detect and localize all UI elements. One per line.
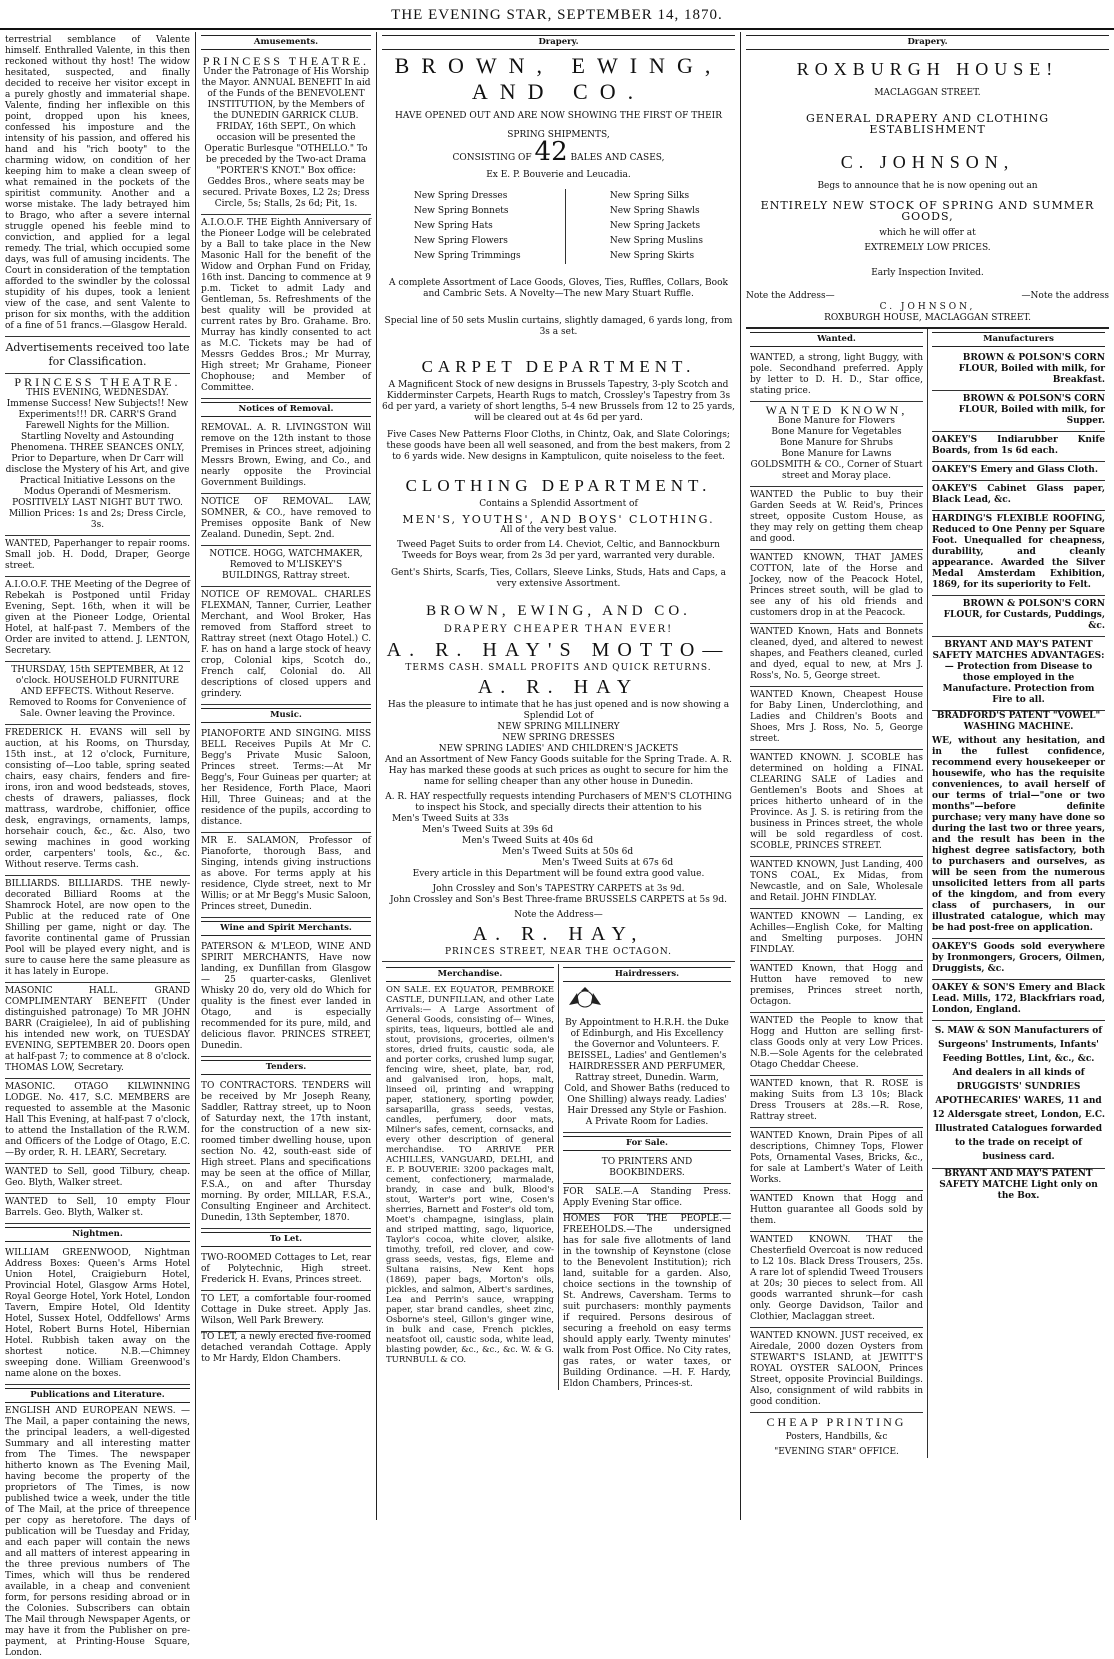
column-1 (0, 32, 195, 1658)
maclaggan: MACLAGGAN STREET. (874, 88, 981, 98)
royal-crest-icon (563, 987, 607, 1009)
johnson-addr-2: ROXBURGH HOUSE, MACLAGGAN STREET. (746, 313, 1109, 329)
ad-bone-manure (750, 402, 923, 487)
ad-hogg-watchmaker: NOTICE. HOGG, WATCHMAKER, Removed to M'LISKEY'S BUILDINGS, Rattray street. (201, 546, 371, 587)
bec2-title: BROWN, EWING, AND CO. (426, 603, 691, 619)
ad-title: PRINCESS THEATRE. (14, 375, 181, 389)
ad-wanted-paperhanger: WANTED, Paperhanger to repair rooms. Small job. H. Dodd, Draper, George street. (5, 536, 190, 577)
spring-list-right (610, 189, 703, 264)
manure-sig: GOLDSMITH & CO., Corner of Stuart street and Moray place. (750, 460, 923, 481)
section-wine: Wine and Spirit Merchants. (201, 921, 371, 936)
suit-item: Men's Tweed Suits at 33s (392, 814, 509, 824)
johnson-name: C. JOHNSON, (840, 152, 1015, 172)
extreme-text: EXTREMELY LOW PRICES. (864, 243, 991, 253)
early-text: Early Inspection Invited. (871, 268, 984, 278)
ad-bradford: BRADFORD'S PATENT "VOWEL" WASHING MACHINE. (936, 711, 1101, 732)
hay-list-1: NEW SPRING MILLINERY (497, 722, 620, 732)
ad-flour-barrels: WANTED to Sell, 10 empty Flour Barrels. Geo. Blyth, Walker st. (5, 1194, 190, 1224)
section-removal: Notices of Removal. (201, 402, 371, 417)
ad-brown-polson-2: BROWN & POLSON'S CORN FLOUR, Boiled with milk, for Supper. (932, 391, 1105, 432)
ad-to-let-2: TO LET, a comfortable four-roomed Cottage in Duke street. Apply Jas. Wilson, Well Park Brewery. (201, 1291, 371, 1332)
ad-coal: WANTED KNOWN, Just Landing, 400 TONS COAL, Ex Midas, from Newcastle, and on Sale, Wholesale and Retail. JOHN FINDLAY. (750, 857, 923, 909)
note-address: Note the Address— (514, 910, 603, 920)
suit-item: Men's Tweed Suits at 40s 6d (462, 836, 594, 846)
list-divider (565, 189, 566, 264)
ad-bryant-may-2: BRYANT AND MAY'S PATENT SAFETY MATCHE Light only on the Box. (939, 1169, 1098, 1201)
manure-item: Bone Manure for Lawns (781, 449, 892, 459)
section-for-sale: For Sale. (563, 1136, 731, 1151)
column-2 (196, 32, 376, 1520)
crossley-2: John Crossley and Son's Best Three-frame BRUSSELS CARPETS at 5s 9d. (389, 895, 728, 905)
ad-oakey-knife: OAKEY'S Indiarubber Knife Boards, from 1s 6d each. (932, 432, 1105, 462)
merch-column (382, 964, 558, 1390)
ad-law-somner: NOTICE OF REMOVAL. LAW, SOMNER, & CO., have removed to Premises opposite Bank of New Zealand. Dunedin, Sept. 2nd. (201, 494, 371, 546)
ad-standing-press: FOR SALE.—A Standing Press. Apply Evening Star office. (563, 1184, 731, 1214)
ad-rose: WANTED known, that R. ROSE is making Suits from L3 10s; Black Dress Trousers at 28s.—R. Rose, Rattray street. (750, 1076, 923, 1128)
list-item: New Spring Hats (414, 221, 493, 231)
suit-item: Men's Tweed Suits at 39s 6d (422, 825, 554, 835)
spring-lists (382, 181, 735, 272)
brown-ewing-title: BROWN, EWING, AND CO. (394, 53, 723, 104)
list-item: New Spring Muslins (609, 236, 703, 246)
hay-terms: TERMS CASH. SMALL PROFITS AND QUICK RETURNS. (405, 663, 712, 673)
section-publications: Publications and Literature. (5, 1388, 190, 1403)
manure-item: Bone Manure for Shrubs (779, 438, 894, 448)
extra-value: Every article in this Department will be found extra good value. (412, 869, 705, 879)
carpet-text: A Magnificent Stock of new designs in Brussels Tapestry, 3-ply Scotch and Kidderminster Carpets, Hearth Rugs to match, Crossley's Tapestry from 3s 6d per yard, a variety of short lengths, 5-4 new Brussels from 12 to 25 yards, will be cleared out at 4s 6d per yard. (382, 380, 735, 423)
suit-item: Men's Tweed Suits at 67s 6d (542, 858, 674, 868)
ad-james-cotton: WANTED KNOWN, THAT JAMES COTTON, late of the Horse and Jockey, now of the Peacock Hotel, Princes street south, will be glad to see any of his old friends and customers drop in at the Peacock. (750, 550, 923, 624)
ad-garden-seeds: WANTED the Public to buy their Garden Seeds at W. Reid's, Princes street, opposite Custom House, as they may rely on getting them cheap and good. (750, 487, 923, 550)
clothing-sub: Contains a Splendid Assortment of (479, 499, 638, 509)
carpet-title: CARPET DEPARTMENT. (421, 357, 696, 376)
section-hairdressers: Hairdressers. (563, 967, 731, 982)
ad-title: WANTED KNOWN, (765, 403, 908, 417)
hay-fancy: And an Assortment of New Fancy Goods suitable for the Spring Trade. A. R. Hay has marked these goods at such prices as ought to secure for him the name for selling cheaper than any other house in Dunedin. (384, 755, 733, 787)
section-drapery: Drapery. (382, 35, 735, 50)
list-item: New Spring Flowers (414, 236, 508, 246)
bec-consisting: CONSISTING OF (452, 153, 532, 163)
column-4 (741, 32, 1114, 1520)
ad-drain-pipes: WANTED Known, Drain Pipes of all descriptions, Chimney Tops, Flower Pots, Ornamental Vases, Bricks, &c., for sale at Lambert's Water of Leith Works. (750, 1128, 923, 1191)
clothing-caps: MEN'S, YOUTHS', AND BOYS' CLOTHING. (402, 513, 715, 526)
begs-text: Begs to announce that he is now opening out an (817, 181, 1038, 191)
hair-column (558, 964, 735, 1390)
clothing-title: CLOTHING DEPARTMENT. (405, 476, 712, 495)
bec-opening: HAVE OPENED OUT AND ARE NOW SHOWING THE FIRST OF THEIR (395, 111, 722, 121)
section-to-let: To Let. (201, 1232, 371, 1247)
lace-goods: A complete Assortment of Lace Goods, Gloves, Ties, Ruffles, Collars, Book and Cambric Sets. A Novelty—The new Mary Stuart Ruffle. (389, 278, 728, 299)
ad-brown-polson-1: BROWN & POLSON'S CORN FLOUR, Boiled with milk, for Breakfast. (932, 350, 1105, 391)
section-manufacturers: Manufacturers (932, 332, 1105, 347)
wanted-mfr-split (746, 329, 1109, 1458)
section-tenders: Tenders. (201, 1060, 371, 1075)
ad-paterson: PATERSON & M'LEOD, WINE AND SPIRIT MERCHANTS, Have now landing, ex Dunfillan from Glasgow— 25 quarter-casks, Glenlivet Whisky 20 do, very old do Which for quality is the finest ever landed in Otago, and is especially recommended for its pure, mild, and delicious flavor. PRINCES STREET, Dunedin. (201, 939, 371, 1057)
ad-printers: TO PRINTERS AND BOOKBINDERS. (563, 1154, 731, 1184)
ad-buggy: WANTED, a strong, light Buggy, with pole. Secondhand preferred. Apply by letter to D. H. D., Star office, stating price. (750, 350, 923, 402)
ad-text: THIS EVENING, WEDNESDAY. Immense Success! New Subjects!! New Experiments!!! DR. CARR'S Grand Farewell Nights for the Million. Startling Novelty and Astounding Phenomena. THREE SEANCES ONLY, Prior to Departure, when Dr Carr will disclose the Mystery of his Art, and give Practical Initiative Lessons on the Modus Operandi of Mesmerism. POSITIVELY LAST NIGHT BUT TWO. Million Prices: 1s and 2s; Dress Circle, 3s. (5, 388, 190, 530)
ad-bryant-may-1: BRYANT AND MAY'S PATENT SAFETY MATCHES ADVANTAGES:— Protection from Disease to those employed in the Manufacture. Protection from Fire to all. (932, 637, 1105, 711)
bec2-sub: DRAPERY CHEAPER THAN EVER! (443, 624, 674, 635)
suit-item: Men's Tweed Suits at 50s 6d (502, 847, 634, 857)
floorcloth-text: Five Cases New Patterns Floor Cloths, in Chintz, Oak, and Slate Colorings; these goods have been all well seasoned, and from the best makers, from 2 to 6 yards wide. New designs in Kamptulicon, quite noiseless to the feet. (386, 430, 731, 462)
list-item: New Spring Dresses (414, 191, 508, 201)
section-drapery-2: Drapery. (746, 35, 1109, 50)
section-amusements: Amusements. (201, 35, 371, 50)
ad-harding-roofing: HARDING'S FLEXIBLE ROOFING, Reduced to One Penny per Square Foot. Unequalled for cheapness, durability, and cleanly appearance. Awarded the Silver Medal Amsterdam Exhibition, 1869, for its superiority to Felt. (932, 511, 1105, 596)
note-row (746, 291, 1109, 302)
ad-homes: HOMES FOR THE PEOPLE.—FREEHOLDS.—The undersigned has for sale five allotments of land in the township of Keynstone (close to the Benevolent Institution); rich land, suitable for a garden. Also, choice sections in the township of St. Andrews, Caversham. Terms to suit purchasers: monthly payments if required. Persons desirous of securing a freehold on easy terms should apply early. Twenty minutes' walk from Post Office. No City rates, gas rates, or water taxes, or Building Ordinance. —H. F. Hardy, Eldon Chambers, Princes-st. (563, 1214, 731, 1389)
ad-oakey-emery: OAKEY'S Emery and Glass Cloth. (932, 462, 1105, 481)
ad-title: PRINCESS THEATRE. (202, 54, 370, 68)
ad-thursday-sale: THURSDAY, 15th SEPTEMBER, At 12 o'clock. HOUSEHOLD FURNITURE AND EFFECTS. Without Reserve. Removed to Rooms for Convenience of Sale. Owner leaving the Province. (5, 662, 190, 725)
posters: Posters, Handbills, &c (785, 1432, 888, 1442)
ad-masonic-hall: MASONIC HALL. GRAND COMPLIMENTARY BENEFIT (Under distinguished patronage) To MR JOHN BARR (Craigielee), In aid of publishing his intended new work, on TUESDAY EVENING, SEPTEMBER 20. Doors open at half-past 7; to commence at 8 o'clock. THOMAS LOW, Secretary. (5, 983, 190, 1079)
ad-tilbury: WANTED to Sell, good Tilbury, cheap. Geo. Blyth, Walker street. (5, 1164, 190, 1194)
ad-hogg-hutton-3: WANTED Known that Hogg and Hutton guarantee all Goods sold by them. (750, 1191, 923, 1232)
ad-hats-bonnets: WANTED Known, Hats and Bonnets cleaned, dyed, and altered to newest shapes, and Feathers cleaned, curled and dyed, equal to new, at Mrs J. Ross's, No. 5, George street. (750, 624, 923, 687)
ad-flexman: NOTICE OF REMOVAL. CHARLES FLEXMAN, Tanner, Currier, Leather Merchant, and Wool Broker, Has removed from Stafford street to Rattray street (next Otago Hotel.) C. F. has on hand a large stock of heavy crop, Colonial kips, Scotch do., French calf, Colonial do. All descriptions of closed uppers and grindery. (201, 587, 371, 705)
ad-salamon: MR E. SALAMON, Professor of Pianoforte, thorough Bass, and Singing, intends giving instructions as above. For terms apply at his residence, Clyde street, next to Mr Willis; or at Mr Begg's Music Saloon, Princes street, Dunedin. (201, 833, 371, 918)
section-music: Music. (201, 708, 371, 723)
ad-oakey-goods: OAKEY'S Goods sold everywhere by Ironmongers, Grocers, Oilmen, Druggists, &c. (932, 939, 1105, 980)
ad-brown-polson-3: BROWN & POLSON'S CORN FLOUR, for Custards, Puddings, &c. (932, 596, 1105, 637)
hay-list-3: NEW SPRING LADIES' AND CHILDREN'S JACKETS (438, 744, 679, 754)
ad-to-let-3: TO LET, a newly erected five-roomed detached verandah Cottage. Apply to Mr Hardy, Eldon Chambers. (201, 1332, 371, 1364)
evening-star-office: "EVENING STAR" OFFICE. (774, 1447, 899, 1457)
ad-english-news: ENGLISH AND EUROPEAN NEWS. —The Mail, a paper containing the news, the principal leaders, a well-digested Summary and all interesting matter from The Times. The newspaper hitherto known as The Evening Mail, having become the property of the proprietors of The Times, is now published twice a week, under the title of The Mail, at the price of threepence per copy as heretofore. The days of publication will be Tuesday and Friday, and each paper will contain the news and all matters of interest appearing in the three previous numbers of The Times, which will thus be rendered available, in a cheap and convenient form, for persons residing abroad or in the Colonies. Subscribers can obtain The Mail through Newspaper Agents, or may have it from the Publisher on pre-payment, at Printing-House Square, London. (5, 1406, 190, 1658)
column-3 (377, 32, 740, 1520)
hay-list-2: NEW SPRING DRESSES (502, 733, 615, 743)
manure-item: Bone Manure for Flowers (777, 416, 896, 426)
hay-name: A. R. HAY (477, 676, 640, 698)
hay-respect: A. R. HAY respectfully requests intending Purchasers of MEN'S CLOTHING to inspect his Stock, and specially directs their attention to his (385, 792, 732, 813)
ad-we-recommend: WE, without any hesitation, and in the fullest confidence, recommend every housekeeper or housewife, who has the requisite conveniences, to avail herself of our terms of trial—"one or two months"—before definite purchase; very many have done so during the last two or three years, and the result has been in the highest degree satisfactory, both to purchasers and ourselves, as will be seen from the numerous unsolicited letters from all parts of the kingdom, and from every class of purchasers, in our illustrated catalogue, which may be had post-free on application. (932, 733, 1105, 939)
ad-scoble: WANTED KNOWN. J. SCOBLE has determined on holding a FINAL CLEARING SALE of Ladies and Gentlemen's Boots and Shoes at prices hitherto unheard of in the Province. As J. S. is retiring from the business in Princes street, the whole will be sold regardless of cost. SCOBLE, PRINCES STREET. (750, 750, 923, 857)
hay-address: PRINCES STREET, NEAR THE OCTAGON. (382, 947, 735, 962)
shirts-text: Gent's Shirts, Scarfs, Ties, Collars, Sleeve Links, Studs, Hats and Caps, a very extensive Assortment. (390, 568, 727, 589)
ad-miss-bell: PIANOFORTE AND SINGING. MISS BELL Receives Pupils At Mr C. Begg's Private Music Saloon, Princes street. Terms:—At Mr Begg's, Four Guineas per quarter; at her Residence, Forth Place, Maori Hill, Three Guineas; and at the residence of the pupils, according to distance. (201, 726, 371, 833)
list-item: New Spring Jackets (609, 221, 701, 231)
manure-item: Bone Manure for Vegetables (771, 427, 902, 437)
ad-billiards: BILLIARDS. BILLIARDS. THE newly-decorated Billiard Rooms at the Shamrock Hotel, are now open to the Public at the reduced rate of One Shilling per game, night or day. The favorite continental game of Prussian Pool will be played every night, and is sure to cause here the same pleasure as it has lately in Europe. (5, 876, 190, 983)
ad-hogg-hutton-2: WANTED the People to know that Hogg and Hutton are selling first-class Goods only at very Low Prices. N.B.—Sole Agents for the celebrated Otago Cheddar Cheese. (750, 1013, 923, 1076)
hay-text: Has the pleasure to intimate that he has just opened and is now showing a Splendid Lot of (387, 700, 730, 721)
ad-chesterfield: WANTED KNOWN. THAT the Chesterfield Overcoat is now reduced to L2 10s. Black Dress Trousers, 25s. A rare lot of splendid Tweed Trousers at 20s; 30 pieces to select from. All goods warranted shrunk—for cash only. George Davidson, Tailor and Clothier, Maclaggan street. (750, 1232, 923, 1328)
ad-evans-auction: FREDERICK H. EVANS will sell by auction, at his Rooms, on Thursday, 15th inst., at 12 o'clock, Furniture, consisting of—Loo table, spring seated chairs, easy chairs, fenders and fire-irons, iron and wood bedsteads, stoves, chests of drawers, paliasses, flock mattrass, wardrobe, chiffonier, office desk, engravings, ornaments, lamps, horsehair couch, &c., &c. Also, two sewing machines in good working order, carpenters' tools, &c., &c. Without reserve. Terms cash. (5, 725, 190, 876)
late-ads-heading: Advertisements received too late for Classification. (5, 337, 190, 374)
list-item: New Spring Bonnets (414, 206, 509, 216)
ad-coke: WANTED KNOWN — Landing, ex Achilles—English Coke, for Malting and Smelting purposes. JOHN FINDLAY. (750, 909, 923, 961)
ad-kilwinning-lodge: MASONIC. OTAGO KILWINNING LODGE. No. 417, S.C. MEMBERS are requested to assemble at the Masonic Hall This Evening, at half-past 7 o'clock, to attend the Installation of the R.W.M. and Officers of the Lodge of Otago, E.C.—By order, R. H. LEARY, Secretary. (5, 1079, 190, 1164)
crossley-1: John Crossley and Son's TAPESTRY CARPETS at 3s 9d. (432, 884, 685, 894)
ad-tenders: TO CONTRACTORS. TENDERS will be received by Mr Joseph Reany, Saddler, Rattray street, up to Noon of Saturday next, the 17th instant, for the construction of a new six-roomed timber dwelling house, upon section No. 42, south-east side of High street. Plans and specifications may be seen at the office of Millar, F.S.A., on and after Thursday morning. By order, MILLAR, F.S.A., Consulting Engineer and Architect. Dunedin, 13th September, 1870. (201, 1078, 371, 1229)
ad-text: Under the Patronage of His Worship the Mayor. ANNUAL BENEFIT In aid of the Funds of the BENEVOLENT INSTITUTION, by the Members of the DUNEDIN GARRICK CLUB. FRIDAY, 16th SEPT., On which occasion will be presented the Operatic Burlesque "OTHELLO." To be preceded by the Two-act Drama "PORTER'S KNOT." Box office: Geddes Bros., where seats may be secured. Private Boxes, L2 2s; Dress Circle, 5s; Stalls, 2s 6d; Pit, 1s. (201, 67, 371, 209)
cheap-printing: CHEAP PRINTING (766, 1415, 907, 1429)
ad-to-let-1: TWO-ROOMED Cottages to Let, rear of Polytechnic, High street. Frederick H. Evans, Princes street. (201, 1250, 371, 1291)
bec-bales: BALES AND CASES, (570, 153, 665, 163)
ad-aioof-rebekah: A.I.O.O.F. THE Meeting of the Degree of Rebekah is Postponed until Friday Evening, Sept. 16th, when it will be given at the Pioneer Lodge, Oriental Hotel, at half-past 7. Members of the Order are invited to attend. J. LENTON, Secretary. (5, 577, 190, 662)
entirely-new: ENTIRELY NEW STOCK OF SPRING AND SUMMER GOODS, (760, 199, 1095, 223)
ad-aioof-ball: A.I.O.O.F. THE Eighth Anniversary of the Pioneer Lodge will be celebrated by a Ball to take place in the New Masonic Hall for the benefit of the Widow and Orphan Fund on Friday, 16th inst. Dancing to commence at 9 p.m. Ticket to admit Lady and Gentleman, 5s. Refreshments of the best quality will be provided at current rates by Bro. Grahame. Bro. Murray has kindly consented to act as M.C. Tickets may be had of Messrs Geddes Bros.; Mr Murray, High street; Mr Grahame, Pioneer Chophouse; and Member of Committee. (201, 215, 371, 399)
ad-oysters: WANTED KNOWN. JUST received, ex Airedale, 2000 dozen Oysters from STEWART'S ISLAND, at JEWITT'S ROYAL OYSTER SALOON, Princes Street, opposite Provincial Buildings. Also, consignment of wild rabbits in good condition. (750, 1328, 923, 1413)
offer-text: which he will offer at (879, 228, 976, 238)
list-item: New Spring Skirts (609, 251, 695, 261)
tweed-text: Tweed Paget Suits to order from L4. Cheviot, Celtic, and Bannockburn Tweeds for Boys wear, from 2s 3d per yard, warranted very durable. (397, 540, 720, 561)
ad-on-sale: ON SALE. EX EQUATOR, PEMBROKE CASTLE, DUNFILLAN, and other Late Arrivals:— A Large Assortment of General Goods, consisting of— Wines, spirits, teas, liqueurs, bottled ale and stout, provisions, groceries, oilmen's stores, dried fruits, caustic soda, ale and porter corks, crushed lump sugar, fencing wire, sheet, plate, bar, rod, and galvanised iron, hops, malt, linseed oil, printing and wrapping paper, stationery, sporting powder, sarsaparilla, grass seeds, vestas, candles, perfumery, door mats, Milner's safes, cement, cornsacks, and every other description of general merchandise. TO ARRIVE PER ACHILLES, VANGUARD, DELHI, and E. P. BOUVERIE: 3200 packages malt, cement, confectionery, marmalade, brandy, in case and bulk, Blood's stout, Warter's port wine, Cosen's sherries, Barnett and Foster's old tom, Moet's champagne, isinglass, plain and striped matting, sago, liquorice, Taylor's cocoa, white clover, alsike, timothy, trefoil, red clover, and cow-grass seeds, vestas, figs, Eleme and Sultana raisins, New Kent hops (1869), paper bags, Morton's oils, pickles, and salmon, Albert's sardines, Lea and Perrin's sauce, wrapping paper, star brand candles, sheet zinc, Osborne's steel, Gillon's ginger wine, in bulk and case, French pickles, neatsfoot oil, caustic soda, white lead, blasting powder, &c., &c., &c. W. & G. TURNBULL & CO. (386, 985, 554, 1365)
muslin-curtains: Special line of 50 sets Muslin curtains, slightly damaged, 6 yards long, from 3s a set. (384, 316, 733, 337)
wanted-column (746, 329, 927, 1458)
mfr-column (927, 329, 1109, 1458)
roxburgh-title: ROXBURGH HOUSE! (796, 59, 1059, 79)
ad-greenwood: WILLIAM GREENWOOD, Nightman Address Boxes: Queen's Arms Hotel Union Hotel, Craigieburn Hotel, Provincial Hotel, Glasgow Arms Hotel, Royal George Hotel, York Hotel, London Tavern, Empire Hotel, Old Identity Hotel, Sussex Hotel, Oddfellows' Arms Hotel, Robert Burns Hotel, Hibernian Hotel. Rubbish taken away on the shortest notice. N.B.—Chimney sweeping done. William Greenwood's name alone on the boxes. (5, 1245, 190, 1385)
ad-hogg-hutton-1: WANTED Known, that Hogg and Hutton have removed to new premises, Princes street north, Octagon. (750, 961, 923, 1013)
ad-maw-son: S. MAW & SON Manufacturers of Surgeons' Instruments, Infants' Feeding Bottles, Lint, &c., &c. And dealers in all kinds of DRUGGISTS' SUNDRIES APOTHECARIES' WARES, 11 and 12 Aldersgate street, London, E.C. Illustrated Catalogues forwarded to the trade on receipt of business card. (932, 1021, 1105, 1169)
hay-name-2: A. R. HAY, (472, 923, 645, 945)
note-right: —Note the address (1021, 291, 1109, 301)
general-drapery: GENERAL DRAPERY AND CLOTHING ESTABLISHMENT (806, 112, 1049, 136)
ad-oakey-glass: OAKEY'S Cabinet Glass paper, Black Lead, &c. (932, 481, 1105, 511)
merch-hair-split (382, 964, 735, 1390)
bec-spring: SPRING SHIPMENTS, (507, 130, 610, 140)
section-wanted: Wanted. (750, 332, 923, 347)
ad-princess-theatre (5, 374, 190, 536)
hay-motto: A. R. HAY'S MOTTO— (386, 639, 731, 661)
bec-42: 42 (534, 137, 568, 167)
ad-princess-benefit (201, 53, 371, 215)
ad-livingston: REMOVAL. A. R. LIVINGSTON Will remove on the 12th instant to those Premises in Princes street, adjoining Messrs Brown, Ewing, and Co., and nearly opposite the Provincial Government Buildings. (201, 420, 371, 494)
section-nightmen: Nightmen. (5, 1227, 190, 1242)
clothing-value: All of the very best value. (500, 525, 617, 535)
bec-ex: Ex E. P. Bouverie and Leucadia. (486, 170, 631, 180)
section-merchandise: Merchandise. (386, 967, 554, 982)
johnson-addr-1: C. JOHNSON, (879, 302, 976, 312)
list-item: New Spring Shawls (609, 206, 700, 216)
ad-baby-linen: WANTED Known, Cheapest House for Baby Linen, Underclothing, and Ladies and Children's Boots and Shoes, Mrs J. Ross, No. 5, George street. (750, 687, 923, 750)
suits-list (382, 814, 735, 869)
masthead: THE EVENING STAR, SEPTEMBER 14, 1870. (0, 0, 1114, 30)
list-item: New Spring Trimmings (414, 251, 521, 261)
list-item: New Spring Silks (609, 191, 690, 201)
ad-oakey-son: OAKEY & SON'S Emery and Black Lead. Mills, 172, Blackfriars road, London, England. (932, 980, 1105, 1021)
spring-list-left (414, 189, 521, 264)
note-left: Note the Address— (746, 291, 835, 301)
ad-beissel: By Appointment to H.R.H. the Duke of Edinburgh, and His Excellency the Governor and Volunteers. F. BEISSEL, Ladies' and Gentlemen's HAIRDRESSER AND PERFUMER, Rattray street, Dunedin. Warm, Cold, and Shower Baths (reduced to One Shilling) always ready. Ladies' Hair Dressed any Style or Fashion. A Private Room for Ladies. (563, 1015, 731, 1133)
article-text: terrestrial semblance of Valente himself. Enthralled Valente, in this then reckoned without thy host! The widow hesitated, suspected, and finally decided to receive her visitor except in a purely ghostly and immaterial shape. Valente, finding her inflexible on this point, dropped upon his knees, confessed his imposture and the intensity of his passion, and offered his hand and his "rich booty" to the charming widow, on condition of her keeping him to make a clean sweep of what remained in the pockets of the spiritist community. Another and a worse mistake. The lady betrayed him to Brago, who after a severe internal struggle opened his feeble mind to conviction, and applied for a legal remedy. The trial, which occupied some days, was full of amusing incidents. The Court in consideration of the temptation afforded to the swindler by the colossal stupidity of his dupes, took a lenient view of the case, and sent Valente to prison for six months, with the addition of a fine of 51 francs.—Glasgow Herald. (5, 32, 190, 337)
